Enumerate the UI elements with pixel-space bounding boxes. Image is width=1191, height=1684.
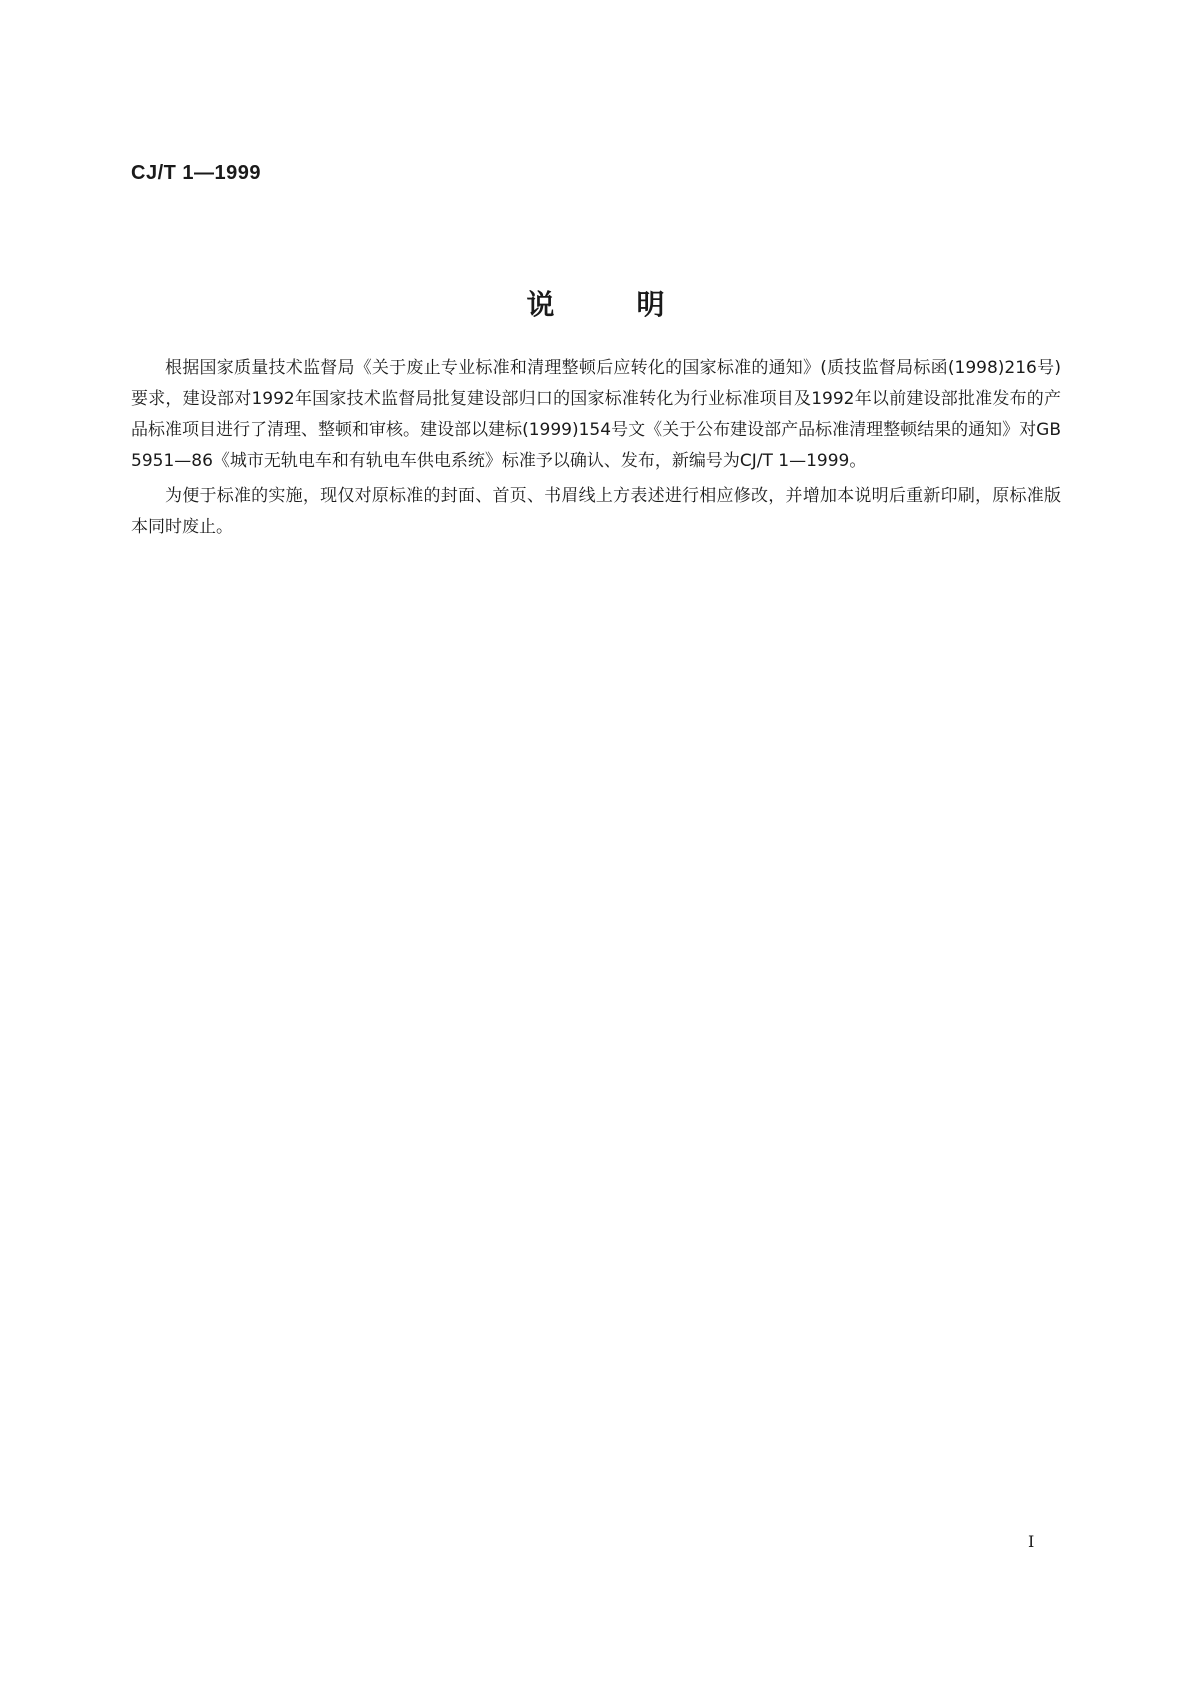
paragraph-2: 为便于标准的实施，现仅对原标准的封面、首页、书眉线上方表述进行相应修改，并增加本说明后重新印刷，原标准版本同时废止。	[131, 486, 1061, 537]
page-title: 说明	[526, 288, 747, 321]
body-text	[131, 353, 1061, 547]
standard-code: CJ/T 1—1999	[131, 162, 262, 184]
page-number: I	[1028, 1532, 1035, 1551]
paragraph-1: 根据国家质量技术监督局《关于废止专业标准和清理整顿后应转化的国家标准的通知》(质技监督局标函(1998)216号)要求，建设部对1992年国家技术监督局批复建设部归口的国家标准转化为行业标准项目及1992年以前建设部批准发布的产品标准项目进行了清理、整顿和审核。建设部以建标(1999)154号文《关于公布建设部产品标准清理整顿结果的通知》对GB 5951—86《城市无轨电车和有轨电车供电系统》标准予以确认、发布，新编号为CJ/T 1—1999。	[131, 358, 1061, 471]
